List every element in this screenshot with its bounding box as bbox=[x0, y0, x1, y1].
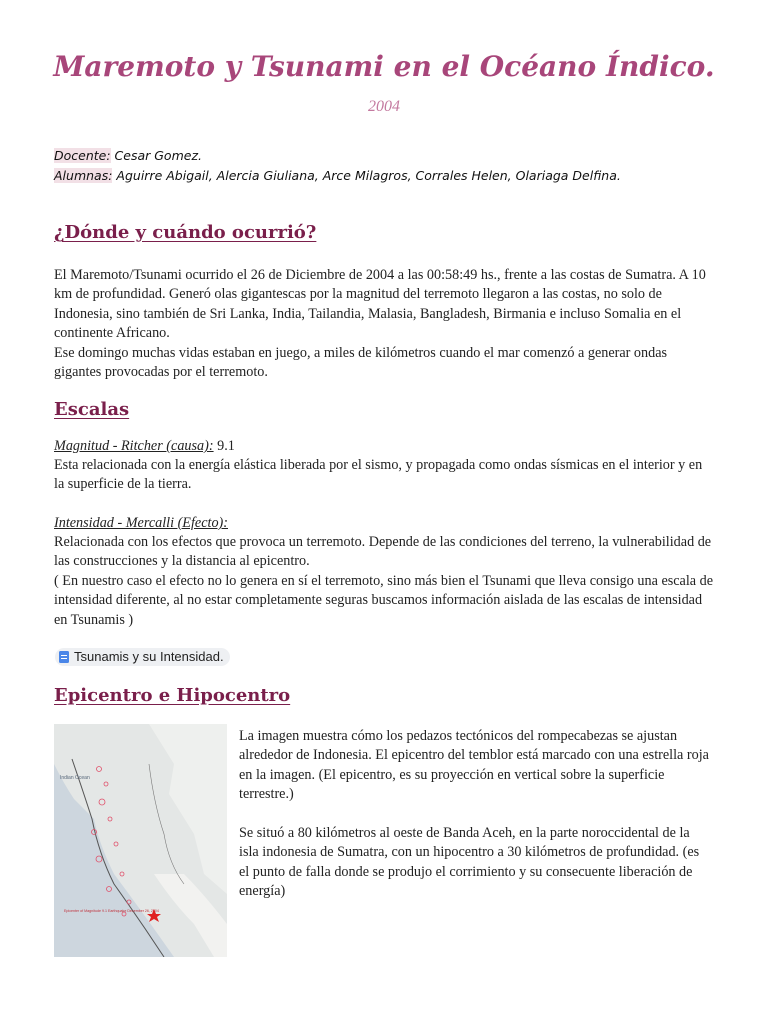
epicentro-paragraph-2: Se situó a 80 kilómetros al oeste de Banda Aceh, en la parte noroccidental de la isla indonesia de Sumatra, con un hipocentro a 30 kilómetros de profundidad. (es el punto de falla donde se produjo el corrimiento y su consecuente liberación de energía) bbox=[239, 825, 700, 900]
docente-line bbox=[54, 146, 621, 166]
page-title: Maremoto y Tsunami en el Océano Índico. bbox=[53, 50, 715, 83]
tectonic-map-image bbox=[54, 724, 227, 957]
docente-name: Cesar Gomez. bbox=[110, 148, 202, 163]
epicentro-paragraph-1: La imagen muestra cómo los pedazos tectónicos del rompecabezas se ajustan alrededor de Indonesia. El epicentro del temblor está marcado con una estrella roja en la imagen. (El epicentro, es su proyección en vertical sobre la superficie terrestre.) bbox=[239, 728, 709, 803]
intensidad-label: Intensidad - Mercalli (Efecto): bbox=[54, 515, 228, 531]
section-heading-escalas: Escalas bbox=[54, 399, 130, 420]
section1-paragraph-1: El Maremoto/Tsunami ocurrido el 26 de Diciembre de 2004 a las 00:58:49 hs., frente a las costas de Sumatra. A 10 km de profundidad. Generó olas gigantescas por la magnitud del terremoto llegaron a las costas, no solo de Indonesia, sino también de Sri Lanka, India, Tailandia, Malasia, Bangladesh, Birmania e incluso Somalia en el continente Africano. bbox=[54, 267, 706, 342]
link-chip-label: Tsunamis y su Intensidad. bbox=[74, 649, 224, 664]
alumnas-label: Alumnas: bbox=[54, 168, 113, 183]
section1-paragraph-2: Ese domingo muchas vidas estaban en juego, a miles de kilómetros cuando el mar comenzó a generar ondas gigantes provocadas por el terremoto. bbox=[54, 345, 668, 381]
alumnas-line bbox=[54, 166, 621, 186]
section-heading-epicentro: Epicentro e Hipocentro bbox=[54, 685, 291, 706]
magnitud-text: Esta relacionada con la energía elástica liberada por el sismo, y propagada como ondas sísmicas en el interior y en la superficie de la tierra. bbox=[54, 457, 703, 493]
map-label-ocean: Indian Ocean bbox=[60, 775, 90, 781]
credits-block bbox=[54, 146, 621, 186]
intensidad-label-line bbox=[54, 514, 714, 533]
intensidad-text-2: ( En nuestro caso el efecto no lo genera en sí el terremoto, sino más bien el Tsunami que lleva consigo una escala de intensidad diferente, al no estar completamente seguras buscamos información aislada de las escalas de intensidad en Tsunamis ) bbox=[54, 573, 714, 628]
tectonic-map-svg bbox=[54, 724, 227, 957]
magnitud-line bbox=[54, 437, 714, 456]
map-caption: Epicenter of Magnitude 9.1 Earthquake December 26, 2004 bbox=[64, 909, 159, 913]
document-icon bbox=[59, 651, 69, 663]
link-chip-tsunamis[interactable] bbox=[55, 648, 230, 666]
magnitud-value: 9.1 bbox=[213, 438, 235, 454]
alumnas-names: Aguirre Abigail, Alercia Giuliana, Arce Milagros, Corrales Helen, Olariaga Delfina. bbox=[112, 168, 621, 183]
docente-label: Docente: bbox=[54, 148, 111, 163]
page-year: 2004 bbox=[368, 98, 400, 115]
magnitud-label: Magnitud - Ritcher (causa): bbox=[54, 438, 214, 454]
section-heading-donde: ¿Dónde y cuándo ocurrió? bbox=[54, 222, 317, 243]
intensidad-text-1: Relacionada con los efectos que provoca un terremoto. Depende de las condiciones del terreno, la vulnerabilidad de las construcciones y la distancia al epicentro. bbox=[54, 534, 712, 570]
